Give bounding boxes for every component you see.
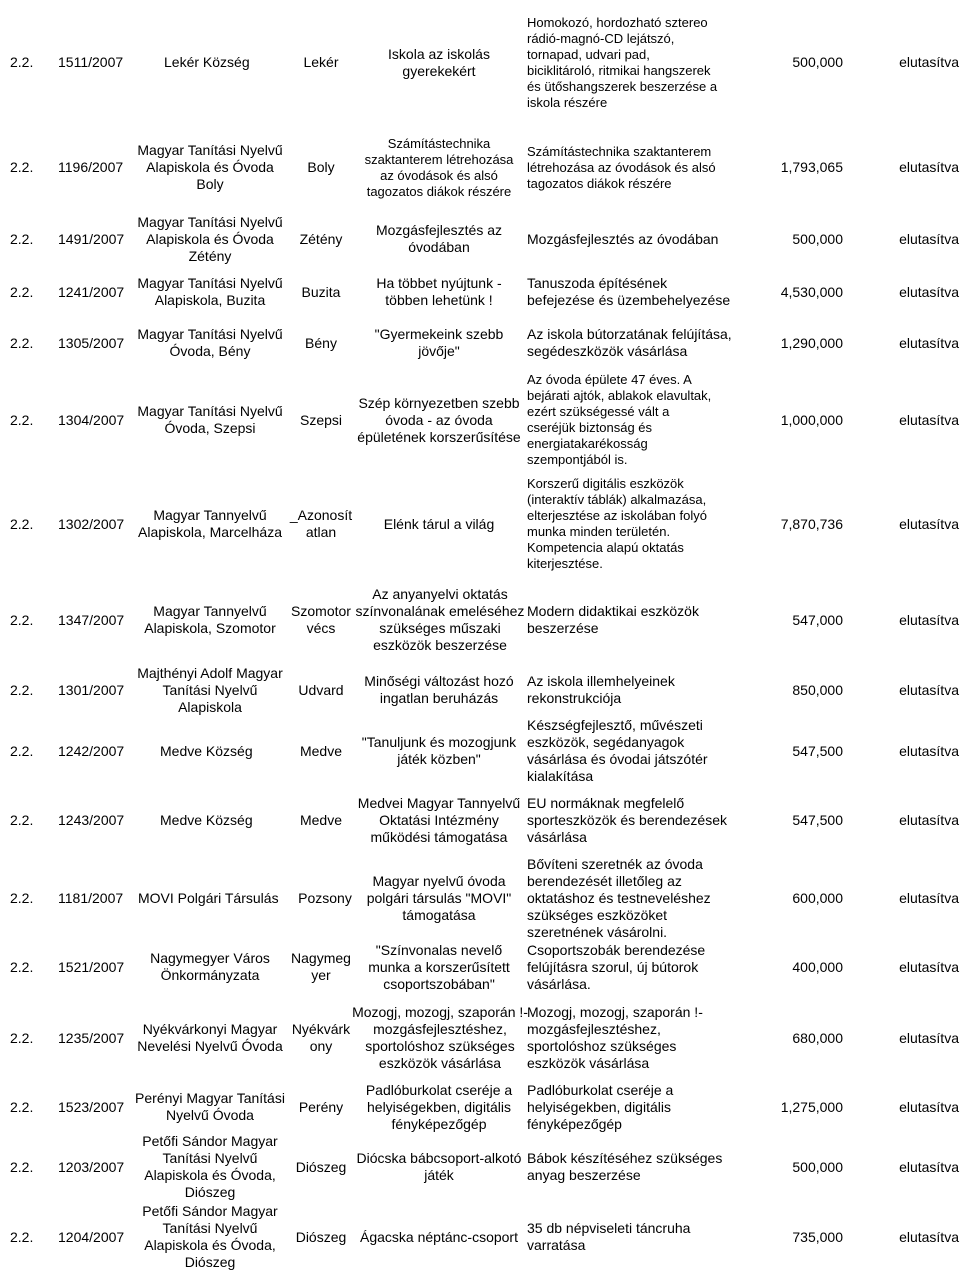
decision-status: elutasítva <box>899 1029 959 1046</box>
project-title: Minőségi változást hozó ingatlan beruházás <box>364 673 514 706</box>
table-row <box>0 268 960 316</box>
application-id: 1181/2007 <box>58 889 124 906</box>
applicant-name: Lekér Község <box>164 54 250 70</box>
project-title: Medvei Magyar Tannyelvű Oktatási Intézmény működési támogatása <box>357 794 521 845</box>
application-id: 1243/2007 <box>58 811 125 828</box>
application-id: 1204/2007 <box>58 1228 125 1245</box>
applicant-name: Magyar Tanítási Nyelvű Alapiskola, Buzita <box>137 275 283 308</box>
table-row <box>0 790 960 850</box>
table-row <box>0 1132 960 1202</box>
city-name: Boly <box>307 159 335 175</box>
project-description: Készségfejlesztő, művészeti eszközök, segédanyagok vásárlása és óvodai játszótér kialakítása <box>527 717 708 784</box>
section-number: 2.2. <box>10 54 34 70</box>
project-title: Diócska bábcsoport-alkotó játék <box>356 1150 522 1183</box>
requested-amount: 850,000 <box>792 681 843 698</box>
requested-amount: 1,793,065 <box>780 159 843 175</box>
applicant-name: Magyar Tannyelvű Alapiskola, Szomotor <box>144 603 276 636</box>
project-description: Padlóburkolat cseréje a helyiségekben, digitális fényképezőgép <box>527 1081 674 1132</box>
decision-status: elutasítva <box>899 611 959 628</box>
section-number: 2.2. <box>10 611 34 628</box>
section-number: 2.2. <box>10 159 34 175</box>
applicant-name: Petőfi Sándor Magyar Tanítási Nyelvű Alapiskola és Óvoda, Diószeg <box>142 1203 278 1270</box>
table-row <box>0 1002 960 1074</box>
project-title: Iskola az iskolás gyerekekért <box>388 45 490 79</box>
city-name: Nagymeg yer <box>291 950 351 983</box>
requested-amount: 547,500 <box>792 742 843 759</box>
requested-amount: 400,000 <box>792 958 843 975</box>
city-name: Buzita <box>301 283 341 300</box>
project-description: Az iskola illemhelyeinek rekonstrukciója <box>527 673 675 706</box>
decision-status: elutasítva <box>899 54 959 70</box>
section-number: 2.2. <box>10 1228 34 1245</box>
table-row <box>0 1202 960 1272</box>
requested-amount: 1,000,000 <box>780 411 843 428</box>
requested-amount: 735,000 <box>792 1228 843 1245</box>
section-number: 2.2. <box>10 230 34 247</box>
project-description: Az iskola bútorzatának felújítása, segédeszközök vásárlása <box>527 326 732 359</box>
city-name: Diószeg <box>295 1228 347 1245</box>
decision-status: elutasítva <box>899 889 959 906</box>
table-row <box>0 662 960 718</box>
project-description: Számítástechnika szaktanterem létrehozása az óvodások és alsó tagozatos diákok részére <box>527 143 716 191</box>
city-name: Nyékvárk ony <box>291 1021 351 1054</box>
requested-amount: 1,290,000 <box>780 334 843 351</box>
applicant-name: Petőfi Sándor Magyar Tanítási Nyelvű Alapiskola és Óvoda, Diószeg <box>142 1133 278 1200</box>
project-description: Korszerű digitális eszközök (interaktív táblák) alkalmazása, elterjesztése az iskolában folyó munka minden területén. Kompetencia alapú oktatás kiterjesztése. <box>527 476 707 571</box>
project-title: Padlóburkolat cseréje a helyiségekben, digitális fényképezőgép <box>365 1081 513 1132</box>
application-id: 1242/2007 <box>58 742 125 759</box>
decision-status: elutasítva <box>899 283 959 300</box>
application-id: 1347/2007 <box>58 611 125 628</box>
applicant-name: MOVI Polgári Társulás <box>138 889 279 906</box>
table-row <box>0 718 960 784</box>
project-description: Mozgásfejlesztés az óvodában <box>527 230 719 247</box>
application-id: 1304/2007 <box>58 411 125 428</box>
city-name: Lekér <box>303 54 339 70</box>
project-title: Az anyanyelvi oktatás színvonalának emeléséhez szükséges műszaki eszközök beszerzése <box>355 586 525 653</box>
requested-amount: 600,000 <box>792 889 843 906</box>
section-number: 2.2. <box>10 958 34 975</box>
section-number: 2.2. <box>10 742 34 759</box>
requested-amount: 680,000 <box>792 1029 843 1046</box>
city-name: Medve <box>299 811 343 828</box>
application-id: 1305/2007 <box>58 334 125 351</box>
table-row <box>0 370 960 470</box>
application-id: 1511/2007 <box>58 54 124 70</box>
section-number: 2.2. <box>10 515 34 532</box>
table-row <box>0 0 960 125</box>
application-id: 1491/2007 <box>58 230 125 247</box>
city-name: Pozsony <box>298 889 352 906</box>
application-id: 1301/2007 <box>58 681 125 698</box>
requested-amount: 7,870,736 <box>780 515 843 532</box>
project-description: Homokozó, hordozható sztereo rádió-magnó-CD lejátszó, tornapad, udvari pad, biciklitároló, ritmikai hangszerek és ütőshangszerek beszerzése a iskola részére <box>527 14 718 110</box>
city-name: Perény <box>298 1098 344 1115</box>
requested-amount: 500,000 <box>792 1158 843 1175</box>
table-row <box>0 210 960 268</box>
applicant-name: Magyar Tanítási Nyelvű Óvoda, Bény <box>137 326 283 359</box>
application-id: 1203/2007 <box>58 1158 125 1175</box>
application-id: 1302/2007 <box>58 515 125 532</box>
decision-status: elutasítva <box>899 811 959 828</box>
project-description: Tanuszoda építésének befejezése és üzembehelyezése <box>527 275 731 308</box>
decision-status: elutasítva <box>899 681 959 698</box>
applicant-name: Medve Község <box>160 811 253 828</box>
city-name: Szepsi <box>299 411 343 428</box>
section-number: 2.2. <box>10 681 34 698</box>
project-description: Mozogj, mozogj, szaporán !- mozgásfejlesztéshez, sportolóshoz szükséges eszközök vásárlása <box>527 1004 703 1071</box>
project-title: Ágacska néptánc-csoport <box>360 1228 518 1245</box>
section-number: 2.2. <box>10 283 34 300</box>
city-name: Bény <box>305 334 337 351</box>
requested-amount: 500,000 <box>792 230 843 247</box>
section-number: 2.2. <box>10 811 34 828</box>
applicant-name: Nagymegyer Város Önkormányzata <box>150 950 270 983</box>
project-title: Szép környezetben szebb óvoda - az óvoda épületének korszerűsítése <box>357 394 521 445</box>
city-name: Udvard <box>298 681 344 698</box>
application-id: 1521/2007 <box>58 958 125 975</box>
applicant-name: Nyékvárkonyi Magyar Nevelési Nyelvű Óvoda <box>137 1021 283 1054</box>
table-row <box>0 582 960 658</box>
project-title: Ha többet nyújtunk - többen lehetünk ! <box>376 275 502 308</box>
section-number: 2.2. <box>10 889 34 906</box>
project-title: Magyar nyelvű óvoda polgári társulás "MOVI" támogatása <box>366 872 512 923</box>
project-title: Számítástechnika szaktanterem létrehozása az óvodások és alsó tagozatos diákok részére <box>364 135 514 199</box>
project-title: Mozgásfejlesztés az óvodában <box>375 222 503 255</box>
table-row <box>0 855 960 941</box>
decision-status: elutasítva <box>899 958 959 975</box>
application-id: 1235/2007 <box>58 1029 125 1046</box>
decision-status: elutasítva <box>899 1158 959 1175</box>
applicant-name: Magyar Tanítási Nyelvű Alapiskola és Óvoda Boly <box>137 142 283 192</box>
decision-status: elutasítva <box>899 411 959 428</box>
decision-status: elutasítva <box>899 742 959 759</box>
applicant-name: Majthényi Adolf Magyar Tanítási Nyelvű Alapiskola <box>137 664 283 715</box>
city-name: Szomotor vécs <box>291 603 351 636</box>
table-row <box>0 940 960 994</box>
section-number: 2.2. <box>10 411 34 428</box>
project-title: "Gyermekeink szebb jövője" <box>374 326 504 359</box>
project-description: EU normáknak megfelelő sporteszközök és berendezések vásárlása <box>527 794 727 845</box>
project-description: 35 db népviseleti táncruha varratása <box>527 1220 691 1253</box>
table-row <box>0 1080 960 1134</box>
table-row <box>0 472 960 576</box>
project-title: "Tanuljunk és mozogjunk játék közben" <box>361 734 517 767</box>
table-row <box>0 318 960 368</box>
requested-amount: 4,530,000 <box>780 283 843 300</box>
requested-amount: 500,000 <box>792 54 843 70</box>
decision-status: elutasítva <box>899 515 959 532</box>
applicant-name: Magyar Tanítási Nyelvű Óvoda, Szepsi <box>137 403 283 436</box>
project-description: Bábok készítéséhez szükséges anyag beszerzése <box>527 1150 723 1183</box>
section-number: 2.2. <box>10 1029 34 1046</box>
city-name: Medve <box>299 742 343 759</box>
decision-status: elutasítva <box>899 230 959 247</box>
applicant-name: Magyar Tanítási Nyelvű Alapiskola és Óvoda Zétény <box>137 213 283 264</box>
requested-amount: 547,500 <box>792 811 843 828</box>
project-title: "Színvonalas nevelő munka a korszerűsített csoportszobában" <box>368 941 510 992</box>
project-description: Bővíteni szeretnék az óvoda berendezését illetőleg az oktatáshoz és testneveléshez szükséges eszközöket szeretnének vásárolni. <box>527 855 711 940</box>
decision-status: elutasítva <box>899 1228 959 1245</box>
applicant-name: Magyar Tannyelvű Alapiskola, Marcelháza <box>138 507 282 540</box>
applicant-name: Medve Község <box>160 742 253 759</box>
city-name: Zétény <box>299 230 343 247</box>
city-name: Diószeg <box>295 1158 347 1175</box>
project-description: Az óvoda épülete 47 éves. A bejárati ajtók, ablakok elavultak, ezért szükségessé vált a cseréjük biztonság és energiatakarékosság szempontjából is. <box>527 372 712 467</box>
project-description: Csoportszobák berendezése felújításra szorul, új bútorok vásárlása. <box>527 941 706 992</box>
requested-amount: 547,000 <box>792 611 843 628</box>
section-number: 2.2. <box>10 334 34 351</box>
decision-status: elutasítva <box>899 159 959 175</box>
project-title: Mozogj, mozogj, szaporán !- mozgásfejlesztéshez, sportolóshoz szükséges eszközök vásárlása <box>352 1004 528 1071</box>
decision-status: elutasítva <box>899 334 959 351</box>
city-name: _Azonosít atlan <box>289 507 353 540</box>
application-id: 1241/2007 <box>58 283 125 300</box>
application-id: 1523/2007 <box>58 1098 125 1115</box>
project-title: Elénk tárul a világ <box>383 515 495 532</box>
section-number: 2.2. <box>10 1098 34 1115</box>
applicant-name: Perényi Magyar Tanítási Nyelvű Óvoda <box>135 1090 285 1123</box>
section-number: 2.2. <box>10 1158 34 1175</box>
table-row <box>0 125 960 210</box>
application-id: 1196/2007 <box>58 159 124 175</box>
decision-status: elutasítva <box>899 1098 959 1115</box>
requested-amount: 1,275,000 <box>780 1098 843 1115</box>
project-description: Modern didaktikai eszközök beszerzése <box>527 603 699 636</box>
